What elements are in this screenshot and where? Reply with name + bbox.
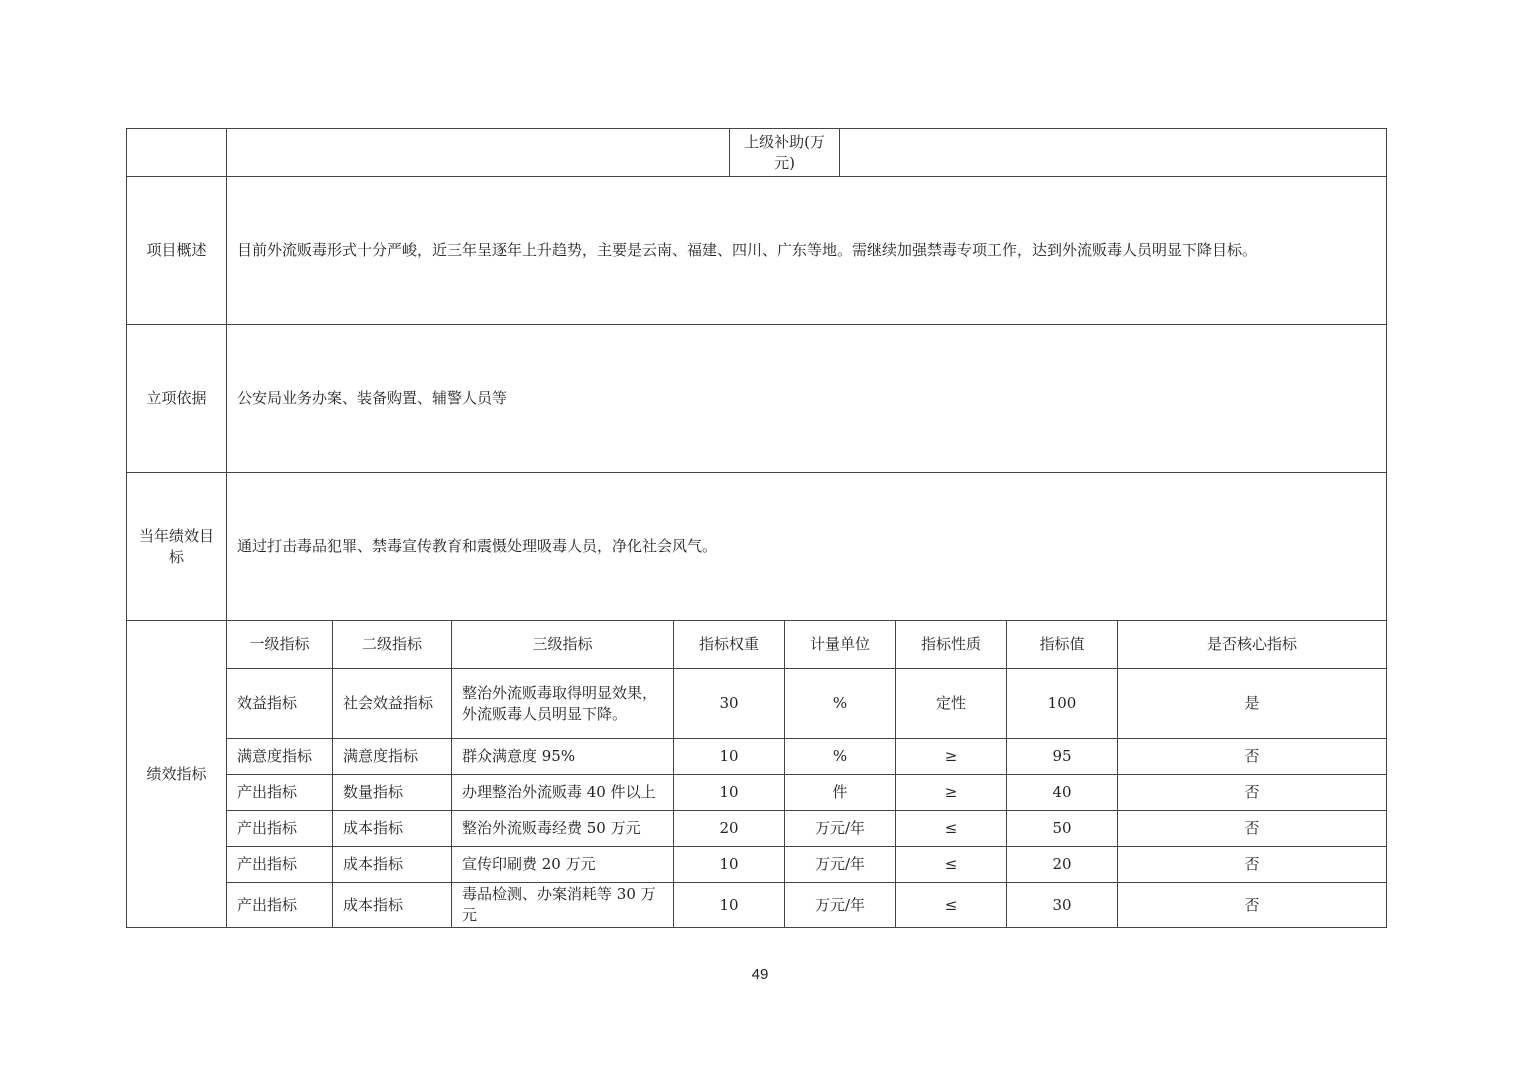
header-value: 指标值: [1006, 620, 1118, 669]
row3-level3: 整治外流贩毒经费 50 万元: [451, 810, 674, 847]
row3-level2: 成本指标: [332, 810, 452, 847]
header-nature: 指标性质: [895, 620, 1007, 669]
page-number: 49: [751, 966, 769, 983]
top-row-blank: [226, 128, 730, 177]
row4-nature: ≤: [895, 846, 1007, 883]
row0-level1: 效益指标: [226, 668, 333, 739]
row1-level2: 满意度指标: [332, 738, 452, 775]
row0-level2: 社会效益指标: [332, 668, 452, 739]
goal-label: 当年绩效目标: [126, 472, 227, 621]
row2-unit: 件: [784, 774, 896, 811]
row2-nature: ≥: [895, 774, 1007, 811]
header-core: 是否核心指标: [1117, 620, 1387, 669]
overview-label: 项目概述: [126, 176, 227, 325]
row1-value: 95: [1006, 738, 1118, 775]
row1-level1: 满意度指标: [226, 738, 333, 775]
row2-level1: 产出指标: [226, 774, 333, 811]
row3-nature: ≤: [895, 810, 1007, 847]
row2-core: 否: [1117, 774, 1387, 811]
row4-weight: 10: [673, 846, 785, 883]
top-row-label-blank: [126, 128, 227, 177]
row1-level3: 群众满意度 95%: [451, 738, 674, 775]
row1-nature: ≥: [895, 738, 1007, 775]
row5-nature: ≤: [895, 882, 1007, 928]
row0-nature: 定性: [895, 668, 1007, 739]
indicators-label: 绩效指标: [126, 620, 227, 928]
row5-value: 30: [1006, 882, 1118, 928]
row2-level3: 办理整治外流贩毒 40 件以上: [451, 774, 674, 811]
row4-core: 否: [1117, 846, 1387, 883]
header-weight: 指标权重: [673, 620, 785, 669]
row4-value: 20: [1006, 846, 1118, 883]
basis-text: 公安局业务办案、装备购置、辅警人员等: [226, 324, 1387, 473]
row3-value: 50: [1006, 810, 1118, 847]
row4-level1: 产出指标: [226, 846, 333, 883]
row4-unit: 万元/年: [784, 846, 896, 883]
row4-level3: 宣传印刷费 20 万元: [451, 846, 674, 883]
header-level1: 一级指标: [226, 620, 333, 669]
row0-value: 100: [1006, 668, 1118, 739]
row3-unit: 万元/年: [784, 810, 896, 847]
superior-subsidy-label: 上级补助(万元): [729, 128, 840, 177]
row2-level2: 数量指标: [332, 774, 452, 811]
row5-core: 否: [1117, 882, 1387, 928]
row1-core: 否: [1117, 738, 1387, 775]
row0-level3: 整治外流贩毒取得明显效果，外流贩毒人员明显下降。: [451, 668, 674, 739]
row3-level1: 产出指标: [226, 810, 333, 847]
row5-level1: 产出指标: [226, 882, 333, 928]
row3-weight: 20: [673, 810, 785, 847]
row1-weight: 10: [673, 738, 785, 775]
superior-subsidy-value: [839, 128, 1387, 177]
row5-level2: 成本指标: [332, 882, 452, 928]
row2-value: 40: [1006, 774, 1118, 811]
row4-level2: 成本指标: [332, 846, 452, 883]
basis-label: 立项依据: [126, 324, 227, 473]
row0-unit: %: [784, 668, 896, 739]
header-unit: 计量单位: [784, 620, 896, 669]
overview-text: 目前外流贩毒形式十分严峻，近三年呈逐年上升趋势，主要是云南、福建、四川、广东等地。需继续加强禁毒专项工作，达到外流贩毒人员明显下降目标。: [226, 176, 1387, 325]
row0-weight: 30: [673, 668, 785, 739]
row3-core: 否: [1117, 810, 1387, 847]
row5-weight: 10: [673, 882, 785, 928]
performance-table: [126, 128, 1387, 928]
row2-weight: 10: [673, 774, 785, 811]
row1-unit: %: [784, 738, 896, 775]
header-level2: 二级指标: [332, 620, 452, 669]
row5-level3: 毒品检测、办案消耗等 30 万元: [451, 882, 674, 928]
row5-unit: 万元/年: [784, 882, 896, 928]
row0-core: 是: [1117, 668, 1387, 739]
header-level3: 三级指标: [451, 620, 674, 669]
goal-text: 通过打击毒品犯罪、禁毒宣传教育和震慑处理吸毒人员，净化社会风气。: [226, 472, 1387, 621]
